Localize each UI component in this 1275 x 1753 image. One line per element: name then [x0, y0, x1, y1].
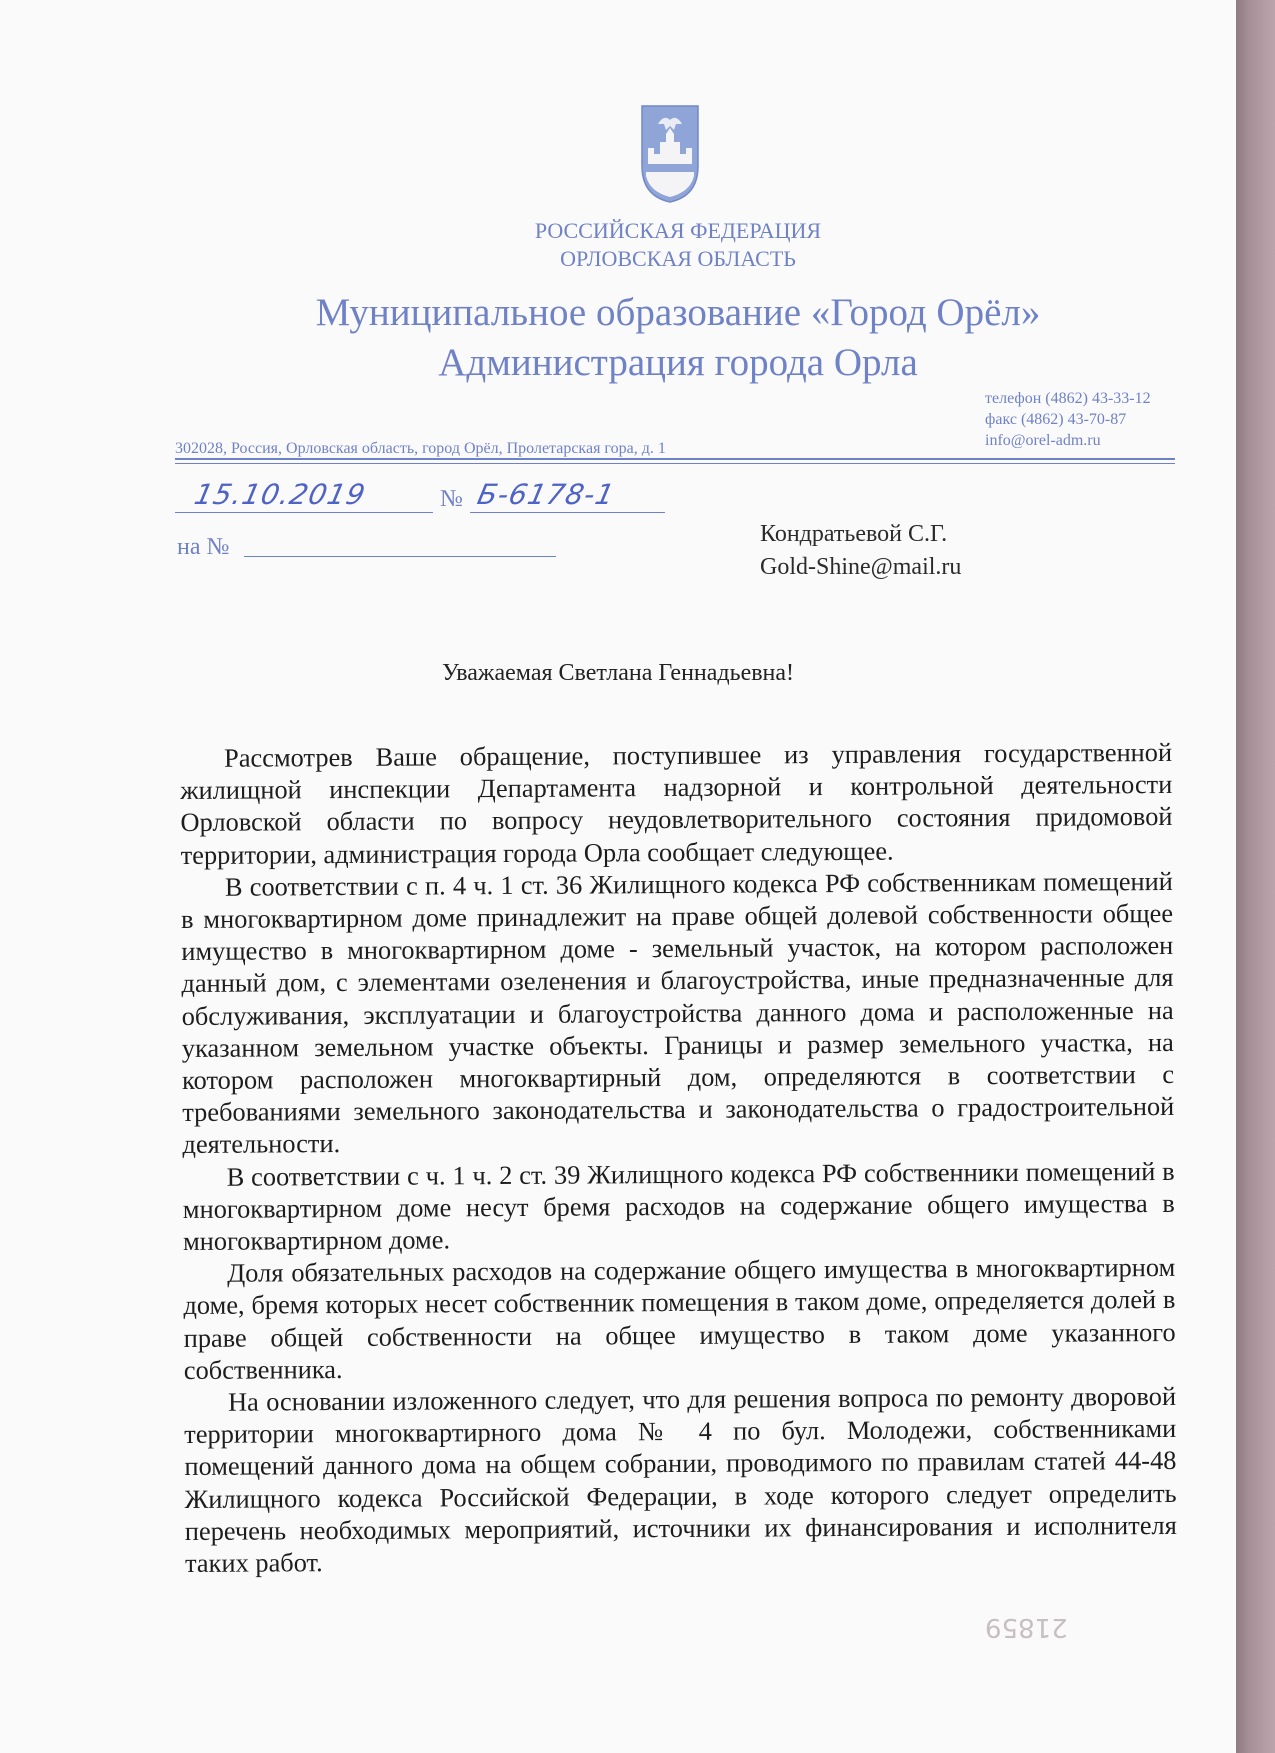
handwritten-date: 15.10.2019: [191, 478, 369, 511]
administration-name: Администрация города Орла: [438, 341, 918, 384]
faint-stamp-number: 21859: [985, 1612, 1068, 1642]
letterhead-divider: [175, 458, 1175, 460]
country-name: РОССИЙСКАЯ ФЕДЕРАЦИЯ: [534, 218, 822, 243]
recipient-name: Кондратьевой С.Г.: [760, 521, 948, 547]
letterhead-divider-thin: [175, 463, 1175, 464]
coat-of-arms-icon: [640, 104, 700, 204]
paragraph: В соответствии с п. 4 ч. 1 ст. 36 Жилищного кодекса РФ собственникам помещений в многоквартирном доме принадлежит на праве общей долевой собственности общее имущество в многоквартирном доме - земельный участок, на котором расположен данный дом, с элементами озеленения и благоустройства, иные предназначенные для обслуживания, эксплуатации и благоустройства данного дома и расположенные на указанном земельном участке объекты. Границы и размер земельного участка, на котором расположен многоквартирный дом, определяются в соответствии с требованиями земельного законодательства и законодательства о градостроительной деятельности.: [180, 865, 1175, 1160]
greeting: Уважаемая Светлана Геннадьевна!: [441, 660, 795, 686]
phone-number: телефон (4862) 43-33-12: [985, 390, 1151, 407]
recipient-block: [760, 518, 961, 584]
contacts-block: [985, 388, 1151, 451]
date-underline: [175, 512, 433, 513]
number-underline: [470, 512, 665, 513]
admin-email: info@orel-adm.ru: [985, 432, 1101, 449]
letter-body: [180, 736, 1177, 1579]
address: 302028, Россия, Орловская область, город Орёл, Пролетарская гора, д. 1: [175, 440, 666, 457]
paragraph: На основании изложенного следует, что для решения вопроса по ремонту дворовой территории многоквартирного дома № 4 по бул. Молодежи, собственниками помещений данного дома на общем собрании, проводимого по правилам статей 44-48 Жилищного кодекса Российской Федерации, в ходе которого следует определить перечень необходимых мероприятий, источники их финансирования и исполнителя таких работ.: [184, 1380, 1177, 1579]
paragraph: Доля обязательных расходов на содержание общего имущества в многоквартирном доме, бремя которых несет собственник помещения в таком доме, определяется долей в праве общей собственности на общее имущество в таком доме указанного собственника.: [183, 1252, 1176, 1385]
number-label: №: [440, 486, 463, 512]
scan-background-edge: [1236, 0, 1275, 1753]
reference-label: на №: [177, 534, 230, 560]
fax-number: факс (4862) 43-70-87: [985, 411, 1127, 428]
recipient-email: Gold-Shine@mail.ru: [760, 554, 962, 580]
paragraph: В соответствии с ч. 1 ч. 2 ст. 39 Жилищного кодекса РФ собственники помещений в многоквартирном доме несут бремя расходов на содержание общего имущества в многоквартирном доме.: [182, 1155, 1175, 1257]
municipality-name: Муниципальное образование «Город Орёл»: [315, 291, 1041, 334]
reference-underline: [244, 556, 556, 557]
region-name: ОРЛОВСКАЯ ОБЛАСТЬ: [560, 246, 796, 271]
handwritten-number: Б-6178-1: [474, 478, 619, 511]
paragraph: Рассмотрев Ваше обращение, поступившее из управления государственной жилищной инспекции Департамента надзорной и контрольной деятельности Орловской области по вопросу неудовлетворительного состояния придомовой территории, администрация города Орла сообщает следующее.: [180, 736, 1173, 870]
